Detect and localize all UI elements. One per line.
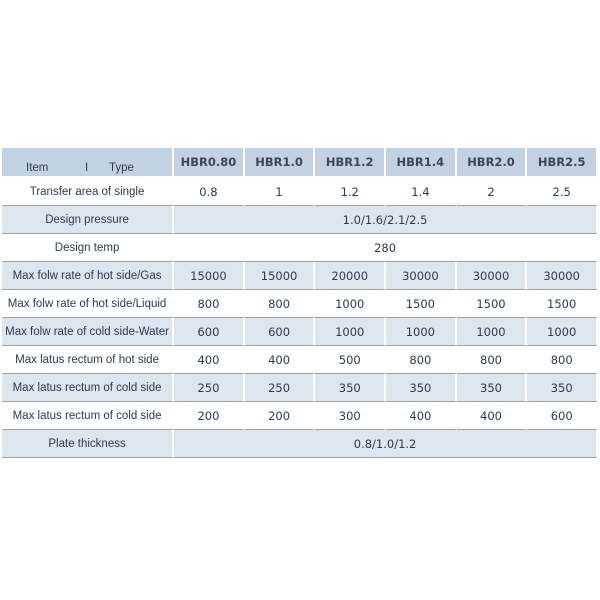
table-cell: 300 — [315, 402, 386, 430]
table-cell: 200 — [245, 402, 316, 430]
model-header: HBR1.0 — [245, 148, 316, 178]
row-label: Max folw rate of hot side/Liquid — [2, 290, 174, 318]
table-cell: 1500 — [457, 290, 528, 318]
table-cell: 500 — [315, 346, 386, 374]
row-label: Plate thickness — [2, 430, 174, 458]
model-header: HBR1.4 — [386, 148, 457, 178]
model-header: HBR0.80 — [174, 148, 245, 178]
table-row — [2, 178, 598, 206]
table-cell: 1000 — [527, 318, 598, 346]
table-row — [2, 206, 598, 234]
table-cell: 30000 — [457, 262, 528, 290]
table-cell: 250 — [245, 374, 316, 402]
table-cell: 1000 — [315, 318, 386, 346]
table-row — [2, 402, 598, 430]
table-cell: 600 — [245, 318, 316, 346]
table-cell: 350 — [527, 374, 598, 402]
table-row — [2, 262, 598, 290]
item-type-header — [2, 148, 174, 178]
table-cell: 1 — [245, 178, 316, 206]
row-label: Max folw rate of hot side/Gas — [2, 262, 174, 290]
type-header-label: Type — [109, 162, 134, 174]
table-row — [2, 374, 598, 402]
table-cell: 350 — [315, 374, 386, 402]
spanning-cell: 280 — [174, 234, 598, 262]
table-row — [2, 234, 598, 262]
table-cell: 400 — [386, 402, 457, 430]
header-separator: I — [85, 162, 89, 174]
table-cell: 20000 — [315, 262, 386, 290]
table-cell: 15000 — [174, 262, 245, 290]
table-cell: 250 — [174, 374, 245, 402]
table-cell: 2 — [457, 178, 528, 206]
spanning-cell: 0.8/1.0/1.2 — [174, 430, 598, 458]
table-cell: 400 — [457, 402, 528, 430]
table-cell: 1500 — [527, 290, 598, 318]
row-label: Transfer area of single — [2, 178, 174, 206]
table-cell: 350 — [457, 374, 528, 402]
table-cell: 15000 — [245, 262, 316, 290]
table-cell: 1000 — [457, 318, 528, 346]
table-row — [2, 430, 598, 458]
row-label: Design pressure — [2, 206, 174, 234]
table-cell: 800 — [527, 346, 598, 374]
table-row — [2, 318, 598, 346]
table-cell: 800 — [457, 346, 528, 374]
table-cell: 800 — [386, 346, 457, 374]
item-header-label: Item — [26, 162, 49, 174]
row-label: Design temp — [2, 234, 174, 262]
table-cell: 600 — [527, 402, 598, 430]
table-cell: 1.4 — [386, 178, 457, 206]
row-label: Max latus rectum of hot side — [2, 346, 174, 374]
table-cell: 1000 — [315, 290, 386, 318]
table-cell: 350 — [386, 374, 457, 402]
spec-table — [2, 148, 598, 458]
table-cell: 400 — [245, 346, 316, 374]
model-header: HBR1.2 — [315, 148, 386, 178]
table-cell: 600 — [174, 318, 245, 346]
model-header: HBR2.0 — [457, 148, 528, 178]
table-cell: 800 — [174, 290, 245, 318]
table-cell: 2.5 — [527, 178, 598, 206]
row-label: Max latus rectum of cold side — [2, 374, 174, 402]
table-cell: 30000 — [527, 262, 598, 290]
row-label: Max folw rate of cold side-Water — [2, 318, 174, 346]
table-cell: 800 — [245, 290, 316, 318]
table-cell: 30000 — [386, 262, 457, 290]
table-cell: 1000 — [386, 318, 457, 346]
table-row — [2, 346, 598, 374]
header-row — [2, 148, 598, 178]
spanning-cell: 1.0/1.6/2.1/2.5 — [174, 206, 598, 234]
table-cell: 0.8 — [174, 178, 245, 206]
table-row — [2, 290, 598, 318]
table-cell: 200 — [174, 402, 245, 430]
table-cell: 400 — [174, 346, 245, 374]
row-label: Max latus rectum of cold side — [2, 402, 174, 430]
model-header: HBR2.5 — [527, 148, 598, 178]
table-cell: 1.2 — [315, 178, 386, 206]
table-cell: 1500 — [386, 290, 457, 318]
